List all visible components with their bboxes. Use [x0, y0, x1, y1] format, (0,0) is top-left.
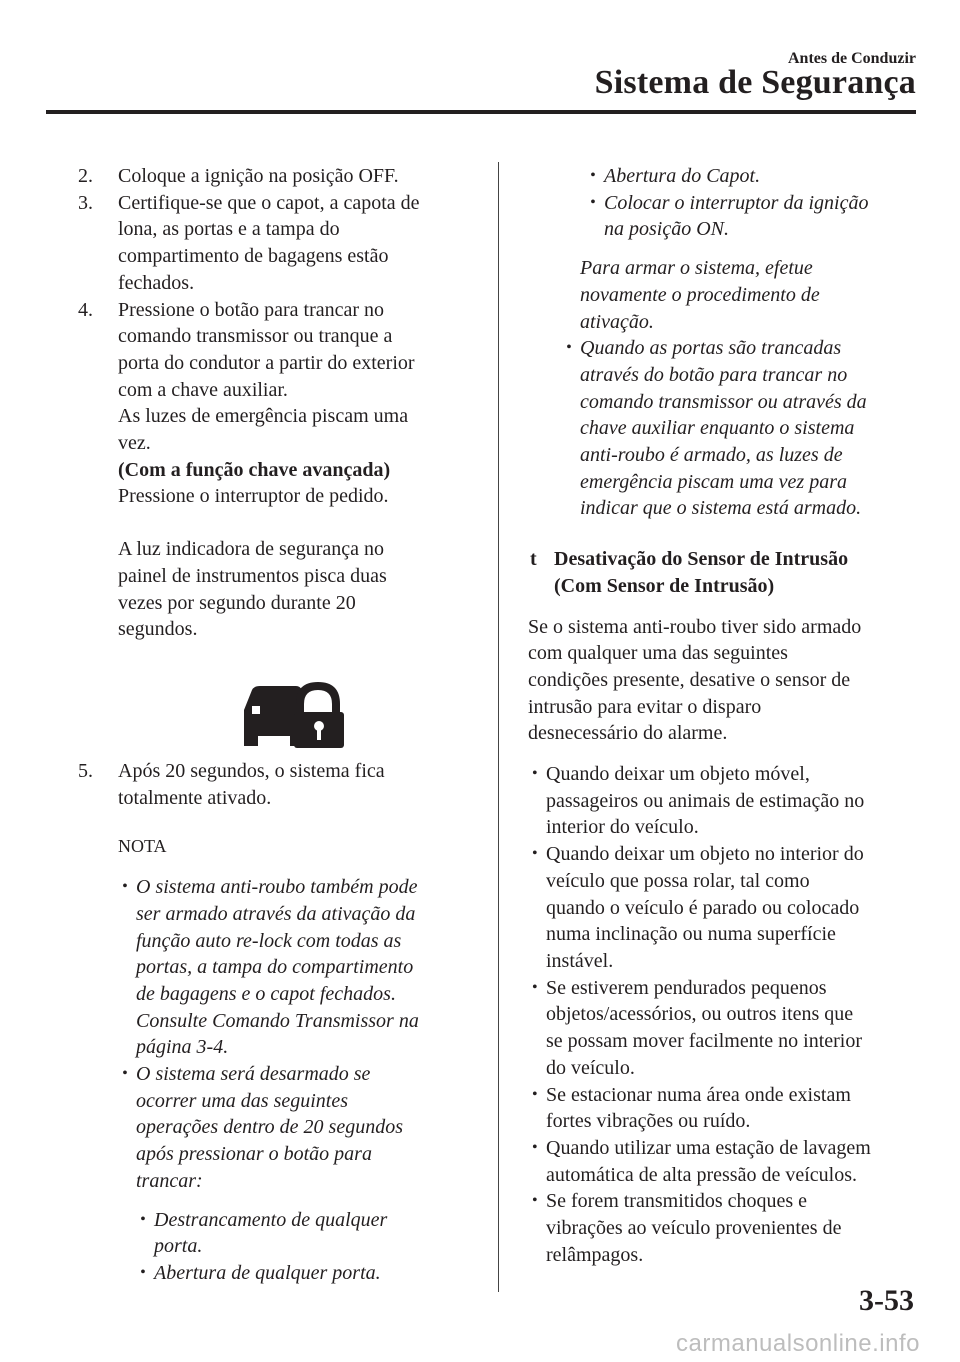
note-text: O sistema anti-roubo também pode	[136, 876, 418, 899]
step-text: vez.	[118, 432, 151, 455]
left-column-lower	[78, 758, 478, 1287]
body-text: condições presente, desative o sensor de	[528, 668, 851, 691]
body-text: intrusão para evitar o disparo	[528, 695, 762, 718]
step-text: Após 20 segundos, o sistema fica	[118, 760, 385, 782]
note-text: de bagagens e o capot fechados.	[136, 982, 396, 1005]
note-text: portas, a tampa do compartimento	[136, 956, 414, 979]
header-rule	[46, 110, 916, 114]
sub-bullet	[586, 190, 920, 243]
watermark: carmanualsonline.info	[676, 1330, 920, 1357]
body-text: com qualquer uma das seguintes	[528, 642, 788, 665]
step-text: fechados.	[118, 271, 195, 294]
step-text: Coloque a ignição na posição OFF.	[118, 165, 399, 187]
step-4	[78, 297, 478, 643]
bullet-mark: •	[532, 1192, 538, 1210]
step-text: Pressione o interruptor de pedido.	[118, 485, 389, 508]
note-text: porta.	[154, 1235, 203, 1258]
security-indicator-icon	[240, 676, 344, 748]
bullet-mark: •	[532, 765, 538, 783]
step-3	[78, 190, 478, 297]
note-text: indicar que o sistema está armado.	[580, 497, 862, 520]
step-2	[78, 163, 478, 190]
body-text: Se estacionar numa área onde existam	[546, 1083, 851, 1106]
note-text: anti-roubo é armado, as luzes de	[580, 444, 843, 467]
step-text: segundos.	[118, 618, 198, 641]
note-text: página 3-4.	[136, 1036, 229, 1059]
body-text: passageiros ou animais de estimação no	[546, 789, 865, 812]
note-text: chave auxiliar enquanto o sistema	[580, 417, 855, 440]
note-text: Para armar o sistema, efetue	[580, 257, 813, 280]
note-text: emergência piscam uma vez para	[580, 470, 847, 493]
step-text: compartimento de bagagens estão	[118, 245, 389, 268]
right-column	[528, 163, 920, 1268]
condition-bullet	[528, 975, 920, 1082]
note-bullet	[562, 335, 920, 522]
step-text: As luzes de emergência piscam uma	[118, 405, 409, 428]
step-number: 5.	[78, 760, 93, 782]
body-text: se possam mover facilmente no interior	[546, 1030, 863, 1053]
condition-bullet	[528, 1082, 920, 1135]
header-section: Antes de Conduzir	[787, 50, 916, 67]
note-text: comando transmissor ou através da	[580, 390, 867, 413]
step-text: A luz indicadora de segurança no	[118, 538, 385, 561]
body-text: objetos/acessórios, ou outros itens que	[546, 1003, 854, 1026]
sub-bullet	[586, 163, 920, 190]
step-text: vezes por segundo durante 20	[118, 591, 356, 614]
condition-bullet	[528, 841, 920, 975]
body-text: Quando utilizar uma estação de lavagem	[546, 1136, 871, 1159]
note-text: O sistema será desarmado se	[136, 1063, 371, 1086]
body-text: vibrações ao veículo provenientes de	[546, 1217, 842, 1240]
note-text: ser armado através da ativação da	[136, 902, 416, 925]
bullet-mark: •	[532, 978, 538, 996]
sub-bullet	[136, 1207, 478, 1260]
column-divider	[498, 162, 499, 1292]
body-text: interior do veículo.	[546, 816, 699, 839]
note-text: ocorrer uma das seguintes	[136, 1089, 349, 1112]
body-text: automática de alta pressão de veículos.	[546, 1163, 857, 1186]
note-bullet	[118, 874, 478, 1061]
bullet-mark: •	[590, 193, 596, 211]
note-text: operações dentro de 20 segundos	[136, 1116, 403, 1139]
bullet-mark: •	[140, 1263, 146, 1281]
bullet-mark: •	[590, 167, 596, 184]
note-text: novamente o procedimento de	[580, 283, 820, 306]
step-text: painel de instrumentos pisca duas	[118, 564, 387, 587]
condition-bullet	[528, 1188, 920, 1268]
step-text: Pressione o botão para trancar no	[118, 298, 385, 321]
body-text: instável.	[546, 949, 614, 972]
body-text: relâmpagos.	[546, 1243, 644, 1266]
note-text: ativação.	[580, 310, 654, 333]
bullet-mark: •	[140, 1210, 146, 1228]
page-title: Sistema de Segurança	[594, 64, 916, 101]
bullet-mark: •	[122, 878, 128, 896]
rearm-note	[528, 255, 920, 335]
note-label: NOTA	[118, 836, 167, 857]
left-column	[78, 163, 478, 643]
section-title: Desativação do Sensor de Intrusão	[554, 548, 849, 571]
note-text: Destrancamento de qualquer	[154, 1208, 388, 1231]
bullet-mark: •	[532, 1085, 538, 1103]
body-text: desnecessário do alarme.	[528, 722, 728, 745]
body-text: do veículo.	[546, 1056, 635, 1079]
bullet-mark: •	[122, 1065, 128, 1083]
note-text: função auto re-lock com todas as	[136, 929, 402, 952]
section-marker: t	[530, 548, 537, 571]
step-text: totalmente ativado.	[118, 786, 272, 809]
step-text: lona, as portas e a tampa do	[118, 218, 340, 241]
body-text: Se forem transmitidos choques e	[546, 1190, 808, 1213]
body-text: numa inclinação ou numa superfície	[546, 923, 836, 946]
note-text: Quando as portas são trancadas	[580, 337, 842, 360]
section-heading	[528, 546, 920, 599]
step-number: 2.	[78, 165, 93, 187]
body-text: veículo que possa rolar, tal como	[546, 869, 810, 892]
note-text: através do botão para trancar no	[580, 363, 848, 386]
note-text: Abertura do Capot.	[604, 165, 761, 187]
note-text: trancar:	[136, 1169, 203, 1192]
step-5	[78, 758, 478, 811]
body-text: Se estiverem pendurados pequenos	[546, 976, 827, 999]
note-text: na posição ON.	[604, 218, 729, 241]
bullet-mark: •	[566, 339, 572, 357]
body-text: quando o veículo é parado ou colocado	[546, 896, 860, 919]
section-title: (Com Sensor de Intrusão)	[554, 574, 775, 597]
body-text: Quando deixar um objeto móvel,	[546, 763, 810, 786]
condition-bullet	[528, 1135, 920, 1188]
note-text: Colocar o interruptor da ignição	[604, 191, 869, 214]
note-bullet	[118, 1061, 478, 1195]
bullet-mark: •	[532, 1138, 538, 1156]
note-text: Abertura de qualquer porta.	[154, 1261, 381, 1284]
note-text: após pressionar o botão para	[136, 1143, 372, 1166]
body-text: fortes vibrações ou ruído.	[546, 1110, 751, 1133]
note-text: Consulte Comando Transmissor na	[136, 1009, 419, 1032]
step-text: porta do condutor a partir do exterior	[118, 351, 415, 374]
advanced-key-heading: (Com a função chave avançada)	[118, 458, 391, 481]
step-number: 4.	[78, 298, 93, 321]
sub-bullet	[136, 1260, 478, 1287]
step-text: comando transmissor ou tranque a	[118, 325, 393, 348]
condition-bullet	[528, 761, 920, 841]
step-number: 3.	[78, 191, 93, 214]
intro-paragraph	[528, 614, 920, 748]
body-text: Quando deixar um objeto no interior do	[546, 843, 864, 866]
step-text: com a chave auxiliar.	[118, 378, 288, 401]
body-text: Se o sistema anti-roubo tiver sido armado	[528, 615, 862, 638]
step-text: Certifique-se que o capot, a capota de	[118, 191, 420, 214]
page-number: 3-53	[859, 1284, 914, 1317]
bullet-mark: •	[532, 845, 538, 863]
